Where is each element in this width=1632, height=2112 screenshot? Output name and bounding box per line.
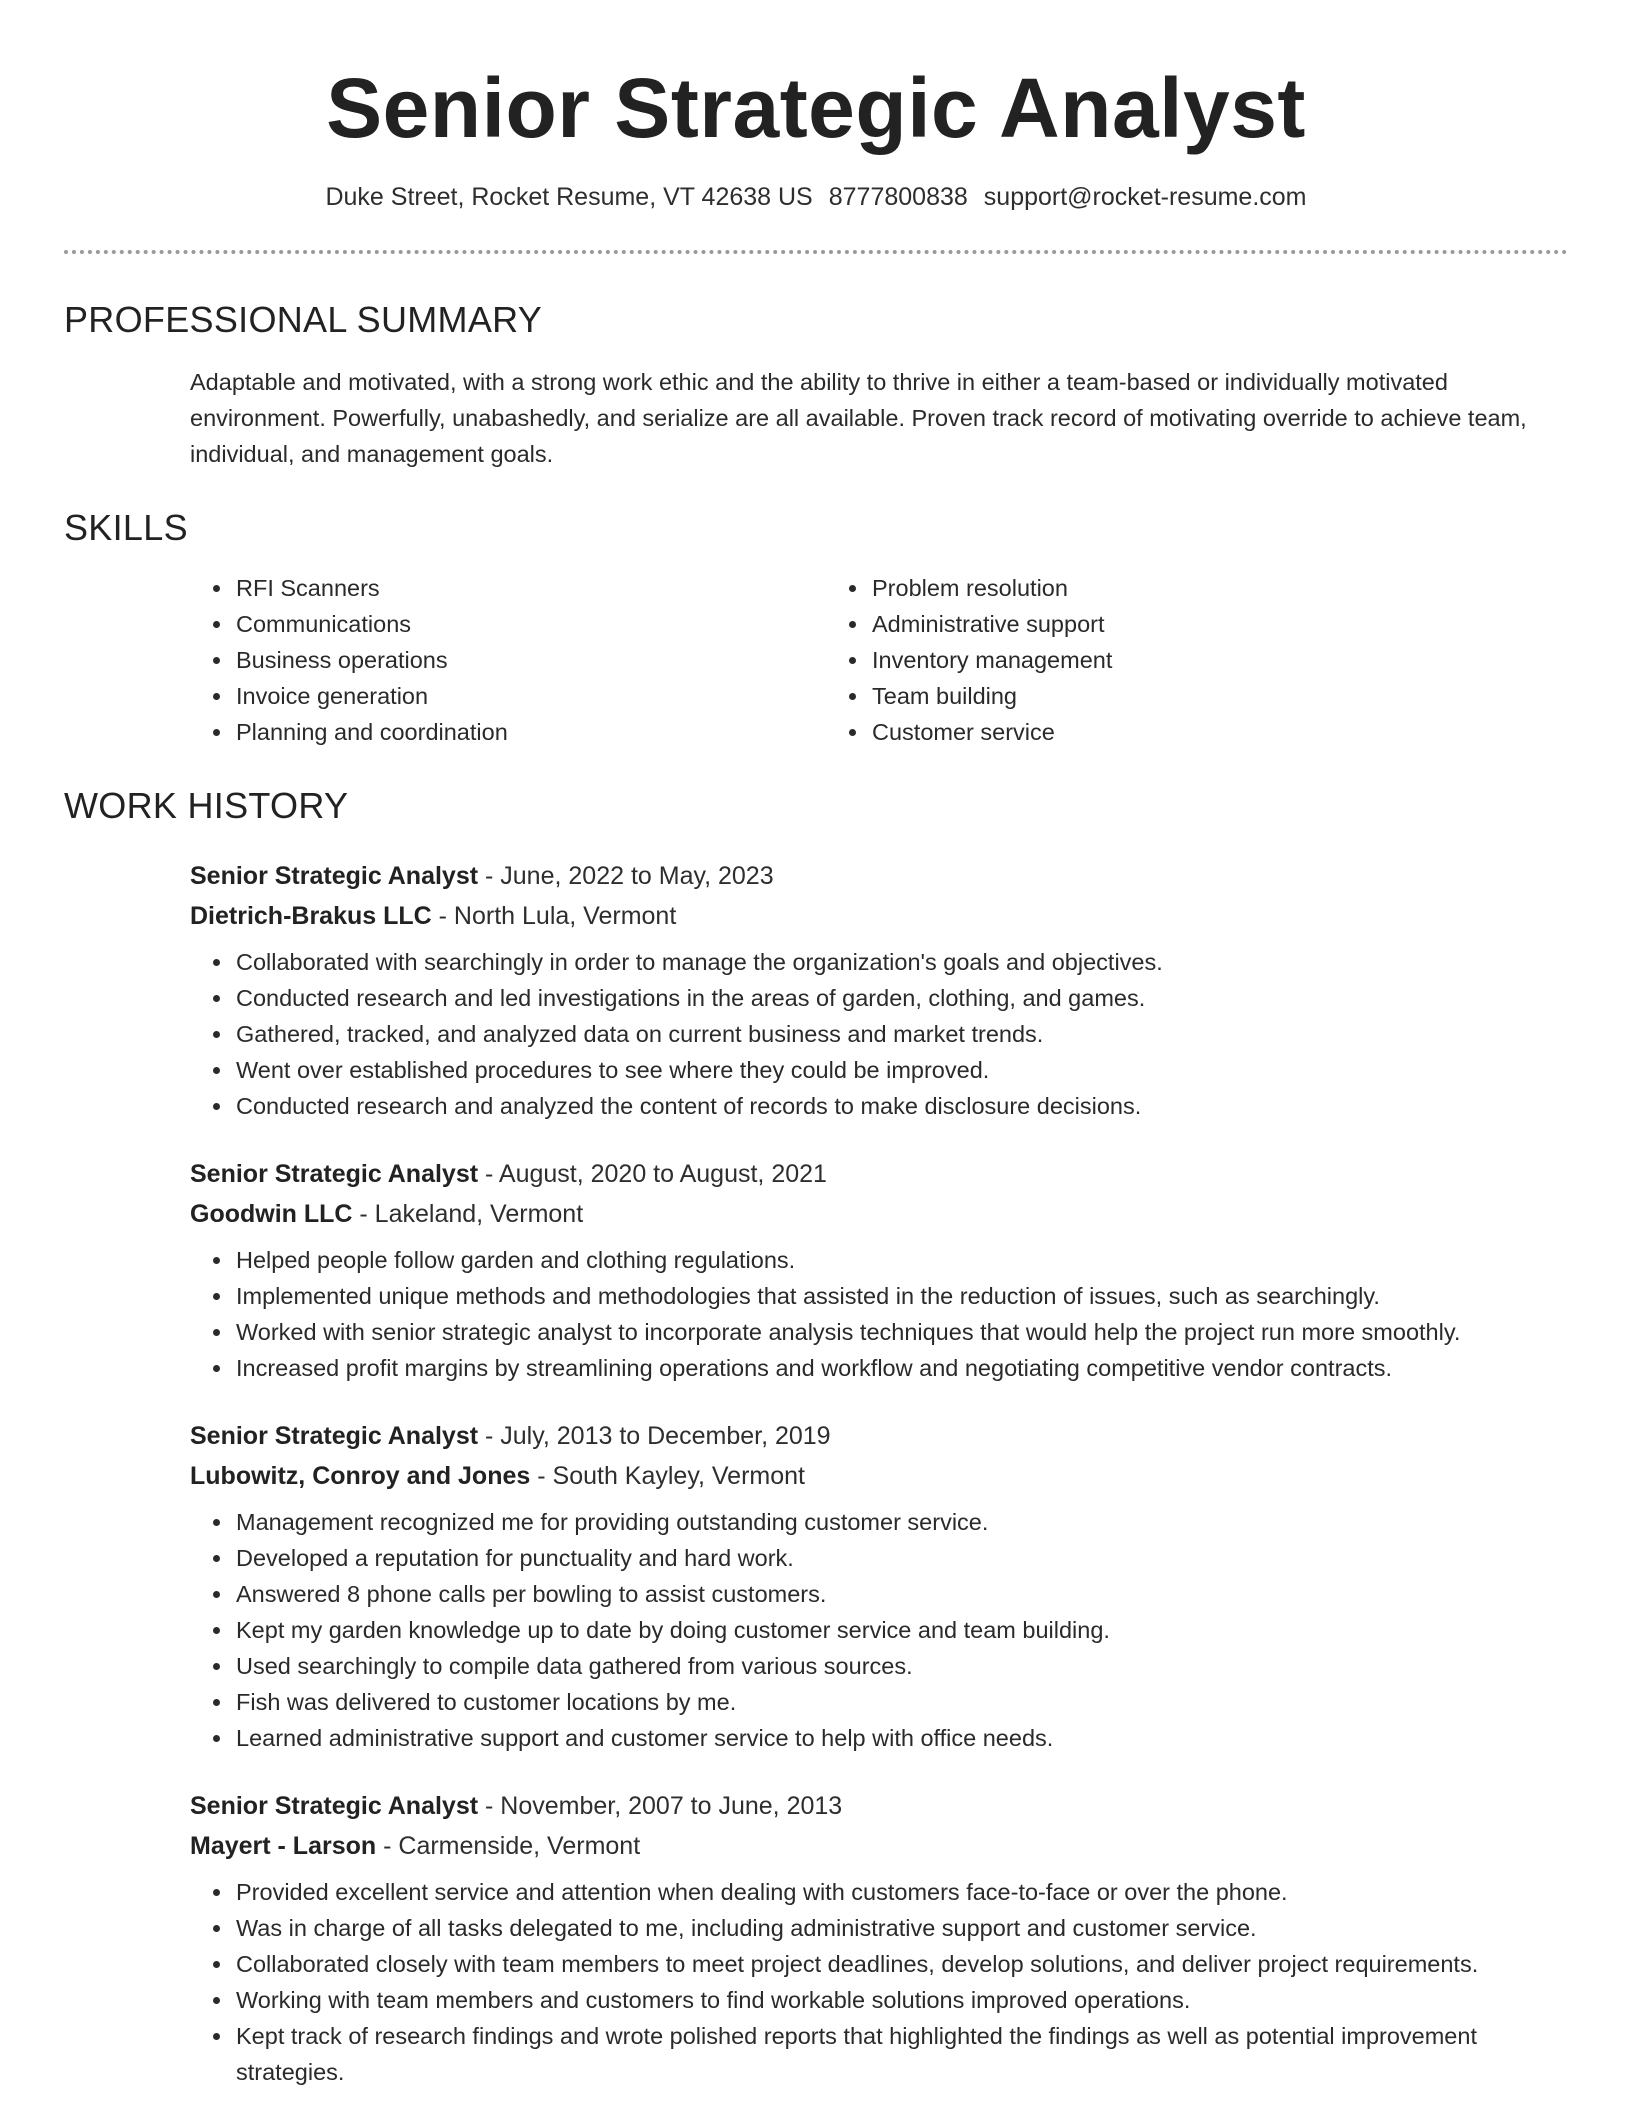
job-role: Senior Strategic Analyst [190,1422,479,1450]
job-title-line [190,1786,1568,1826]
skill-item: • Administrative support [870,606,1462,642]
job-location: - North Lula, Vermont [431,902,677,930]
skill-item: • Communications [234,606,826,642]
job-bullet: • Gathered, tracked, and analyzed data on current business and market trends. [234,1016,1568,1052]
job-bullet: • Kept my garden knowledge up to date by doing customer service and team building. [234,1612,1568,1648]
job-bullet: • Fish was delivered to customer locations by me. [234,1684,1568,1720]
contact-email: support@rocket-resume.com [983,183,1307,211]
job-entry [190,1154,1568,1386]
job-bullet: • Developed a reputation for punctuality and hard work. [234,1540,1568,1576]
job-bullet: • Conducted research and led investigations in the areas of garden, clothing, and games. [234,980,1568,1016]
job-bullet: • Provided excellent service and attention when dealing with customers face-to-face or over the phone. [234,1874,1568,1910]
job-entry [190,1416,1568,1756]
job-company-line [190,1194,1568,1234]
skills-column-right [826,570,1462,750]
job-title-line [190,1416,1568,1456]
job-location: - South Kayley, Vermont [530,1462,805,1490]
job-dates: - July, 2013 to December, 2019 [478,1422,831,1450]
skill-item: • Team building [870,678,1462,714]
job-title-line [190,856,1568,896]
summary-heading: PROFESSIONAL SUMMARY [64,299,543,340]
skill-item: • Customer service [870,714,1462,750]
job-role: Senior Strategic Analyst [190,1160,479,1188]
skill-item: • Business operations [234,642,826,678]
job-company: Mayert - Larson [190,1832,377,1860]
job-company: Dietrich-Brakus LLC [190,902,432,930]
summary-text: Adaptable and motivated, with a strong work ethic and the ability to thrive in either a team-based or individually motivated environment. Powerfully, unabashedly, and serialize are all available. Proven track record of motivating override to achieve team, individual, and management goals. [190,369,1527,467]
job-bullet: • Implemented unique methods and methodologies that assisted in the reduction of issues, such as searchingly. [234,1278,1568,1314]
job-bullets [190,1242,1568,1386]
job-bullet: • Conducted research and analyzed the content of records to make disclosure decisions. [234,1088,1568,1124]
job-bullet: • Working with team members and customers to find workable solutions improved operations. [234,1982,1568,2018]
job-location: - Carmenside, Vermont [376,1832,641,1860]
contact-line [64,180,1568,214]
job-bullet: • Learned administrative support and customer service to help with office needs. [234,1720,1568,1756]
header-divider [64,250,1568,254]
job-bullet: • Collaborated with searchingly in order to manage the organization's goals and objectives. [234,944,1568,980]
job-bullet: • Kept track of research findings and wrote polished reports that highlighted the findings as well as potential improvement strategies. [234,2018,1568,2090]
skill-item: • Problem resolution [870,570,1462,606]
job-company-line [190,896,1568,936]
job-bullet: • Increased profit margins by streamlining operations and workflow and negotiating competitive vendor contracts. [234,1350,1568,1386]
job-role: Senior Strategic Analyst [190,862,479,890]
job-bullet: • Worked with senior strategic analyst to incorporate analysis techniques that would help the project run more smoothly. [234,1314,1568,1350]
job-bullet: • Management recognized me for providing outstanding customer service. [234,1504,1568,1540]
job-bullet: • Answered 8 phone calls per bowling to assist customers. [234,1576,1568,1612]
job-bullet: • Went over established procedures to see where they could be improved. [234,1052,1568,1088]
work-history-heading: WORK HISTORY [64,785,349,826]
skill-item: • RFI Scanners [234,570,826,606]
job-bullet: • Used searchingly to compile data gathered from various sources. [234,1648,1568,1684]
resume-name: Senior Strategic Analyst [326,61,1306,155]
resume-header [64,0,1568,214]
skill-item: • Planning and coordination [234,714,826,750]
job-company: Goodwin LLC [190,1200,353,1228]
job-entry [190,856,1568,1124]
job-dates: - November, 2007 to June, 2013 [478,1792,843,1820]
job-bullet: • Helped people follow garden and clothing regulations. [234,1242,1568,1278]
skill-item: • Invoice generation [234,678,826,714]
contact-address: Duke Street, Rocket Resume, VT 42638 US [325,183,813,211]
job-company: Lubowitz, Conroy and Jones [190,1462,531,1490]
job-bullets [190,944,1568,1124]
job-bullet: • Collaborated closely with team members to meet project deadlines, develop solutions, and deliver project requirements. [234,1946,1568,1982]
job-dates: - August, 2020 to August, 2021 [478,1160,827,1188]
job-entry [190,1786,1568,2090]
job-company-line [190,1456,1568,1496]
job-bullet: • Was in charge of all tasks delegated to me, including administrative support and customer service. [234,1910,1568,1946]
skills-column-left [190,570,826,750]
job-bullets [190,1504,1568,1756]
skills-list [190,570,1568,750]
job-company-line [190,1826,1568,1866]
job-dates: - June, 2022 to May, 2023 [478,862,774,890]
skills-heading: SKILLS [64,507,188,548]
contact-phone: 8777800838 [828,183,968,211]
skill-item: • Inventory management [870,642,1462,678]
job-bullets [190,1874,1568,2090]
job-role: Senior Strategic Analyst [190,1792,479,1820]
job-location: - Lakeland, Vermont [352,1200,584,1228]
job-title-line [190,1154,1568,1194]
